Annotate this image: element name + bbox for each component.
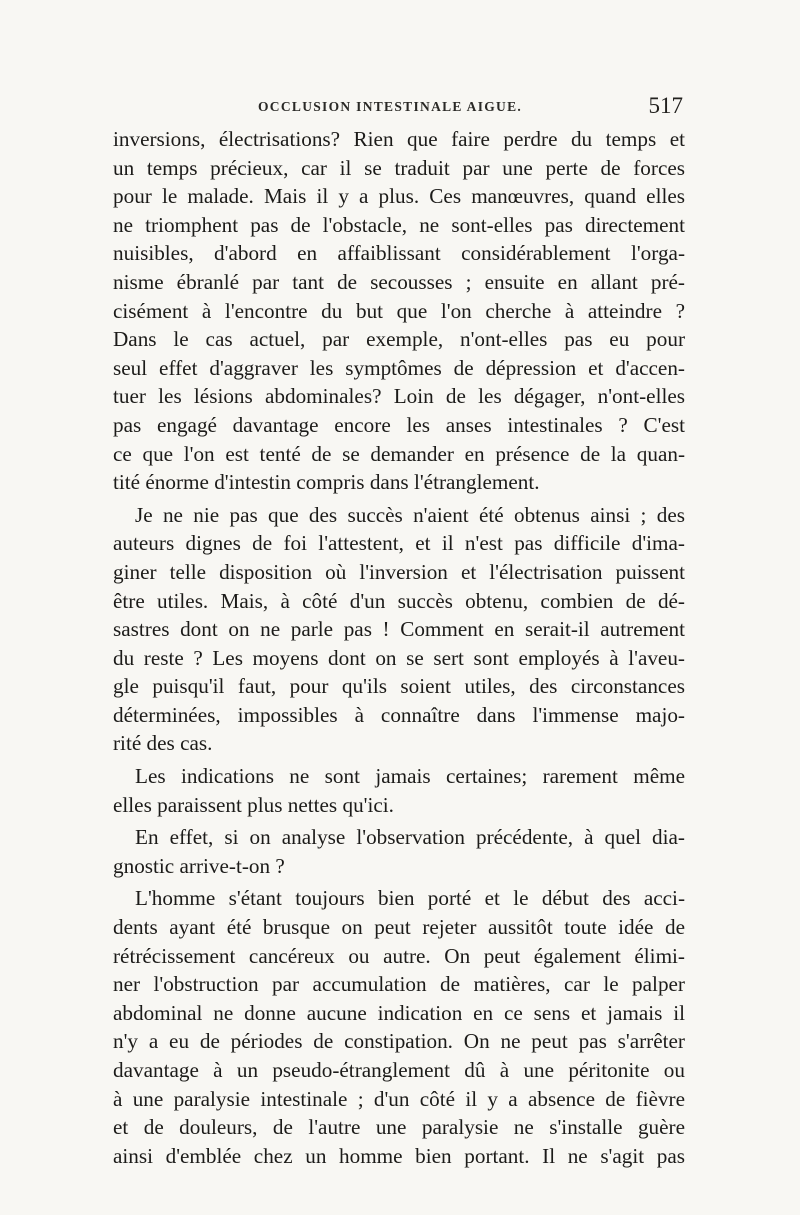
text-line: Dans le cas actuel, par exemple, n'ont-elles pas eu pour	[113, 327, 685, 352]
text-line: pas engagé davantage encore les anses intestinales ? C'est	[113, 412, 685, 437]
text-line: seul effet d'aggraver les symptômes de dépression et d'accen-	[113, 355, 685, 380]
text-line: du reste ? Les moyens dont on se sert sont employés à l'aveu-	[113, 645, 685, 670]
body-text	[113, 125, 685, 1170]
text-line: abdominal ne donne aucune indication en ce sens et jamais il	[113, 1000, 685, 1025]
page-header	[258, 93, 683, 123]
text-line: un temps précieux, car il se traduit par une perte de forces	[113, 155, 685, 180]
text-line: nisme ébranlé par tant de secousses ; ensuite en allant pré-	[113, 269, 685, 294]
text-line: et de douleurs, de l'autre une paralysie ne s'installe guère	[113, 1115, 685, 1140]
text-line: nuisibles, d'abord en affaiblissant considérablement l'orga-	[113, 241, 685, 266]
text-line: n'y a eu de périodes de constipation. On ne peut pas s'arrêter	[113, 1029, 685, 1054]
text-line: auteurs dignes de foi l'attestent, et il n'est pas difficile d'ima-	[113, 531, 685, 556]
text-line: ainsi d'emblée chez un homme bien portant. Il ne s'agit pas	[113, 1143, 685, 1168]
text-line: être utiles. Mais, à côté d'un succès obtenu, combien de dé-	[113, 588, 685, 613]
text-line: gnostic arrive-t-on ?	[113, 853, 285, 878]
text-line: elles paraissent plus nettes qu'ici.	[113, 792, 394, 817]
text-line: L'homme s'étant toujours bien porté et le début des acci-	[135, 886, 685, 911]
text-line: dents ayant été brusque on peut rejeter aussitôt toute idée de	[113, 915, 685, 940]
text-line: ce que l'on est tenté de se demander en présence de la quan-	[113, 441, 685, 466]
page-number: 517	[648, 93, 683, 118]
text-line: tuer les lésions abdominales? Loin de les dégager, n'ont-elles	[113, 384, 685, 409]
text-line: Je ne nie pas que des succès n'aient été obtenus ainsi ; des	[135, 502, 685, 527]
text-line: tité énorme d'intestin compris dans l'étranglement.	[113, 470, 540, 495]
text-line: ne triomphent pas de l'obstacle, ne sont-elles pas directement	[113, 212, 685, 237]
text-line: gle puisqu'il faut, pour qu'ils soient utiles, des circonstances	[113, 674, 685, 699]
text-line: rité des cas.	[113, 731, 213, 756]
text-line: ner l'obstruction par accumulation de matières, car le palper	[113, 972, 685, 997]
running-title: OCCLUSION INTESTINALE AIGUE.	[258, 99, 523, 114]
text-line: rétrécissement cancéreux ou autre. On peut également élimi-	[113, 943, 685, 968]
text-line: cisément à l'encontre du but que l'on cherche à atteindre ?	[113, 298, 685, 323]
text-line: inversions, électrisations? Rien que faire perdre du temps et	[113, 127, 685, 151]
text-line: à une paralysie intestinale ; d'un côté il y a absence de fièvre	[113, 1086, 685, 1111]
text-line: sastres dont on ne parle pas ! Comment en serait-il autrement	[113, 617, 685, 642]
text-line: pour le malade. Mais il y a plus. Ces manœuvres, quand elles	[113, 184, 685, 209]
text-line: davantage à un pseudo-étranglement dû à une péritonite ou	[113, 1058, 685, 1082]
text-line: En effet, si on analyse l'observation précédente, à quel dia-	[135, 825, 685, 850]
text-line: déterminées, impossibles à connaître dans l'immense majo-	[113, 702, 685, 727]
text-line: giner telle disposition où l'inversion et l'électrisation puissent	[113, 559, 685, 584]
text-line: Les indications ne sont jamais certaines; rarement même	[135, 764, 685, 789]
